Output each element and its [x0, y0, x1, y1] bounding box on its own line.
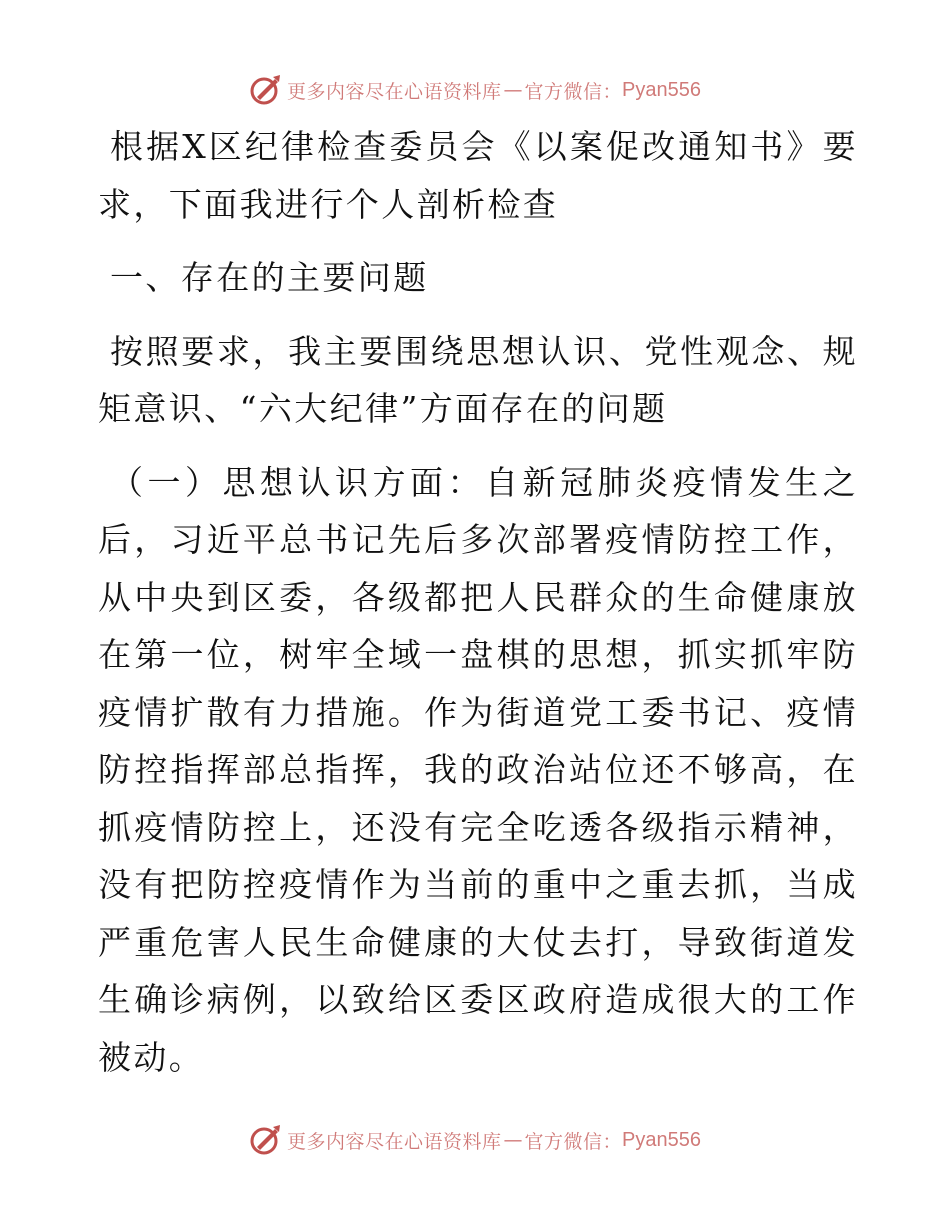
document-body [98, 118, 858, 1102]
watermark-footer [0, 1120, 950, 1160]
watermark-account-id: Pyan556 [622, 78, 701, 101]
watermark-account-label: 官方微信： [524, 1130, 623, 1153]
watermark-text: 更多内容尽在心语资料库 [287, 80, 502, 103]
watermark-text: 更多内容尽在心语资料库 [287, 1130, 502, 1153]
watermark-account-id: Pyan556 [622, 1128, 701, 1151]
intro-paragraph: 根据X区纪律检查委员会《以案促改通知书》要求，下面我进行个人剖析检查 [98, 127, 858, 224]
red-quill-logo-icon [249, 73, 283, 107]
section-heading: 一、存在的主要问题 [110, 258, 429, 297]
red-quill-logo-icon [249, 1123, 283, 1157]
watermark-account-label: 官方微信： [524, 80, 623, 103]
requirements-paragraph: 按照要求，我主要围绕思想认识、党性观念、规矩意识、“六大纪律”方面存在的问题 [98, 331, 858, 428]
thinking-section-paragraph: （一）思想认识方面：自新冠肺炎疫情发生之后，习近平总书记先后多次部署疫情防控工作，从中央到区委，各级都把人民群众的生命健康放在第一位，树牢全域一盘棋的思想，抓实抓牢防疫情扩散有力措施。作为街道党工委书记、疫情防控指挥部总指挥，我的政治站位还不够高，在抓疫情防控上，还没有完全吃透各级指示精神，没有把防控疫情作为当前的重中之重去抓，当成严重危害人民生命健康的大仗去打，导致街道发生确诊病例，以致给区委区政府造成很大的工作被动。 [98, 462, 858, 1077]
watermark-dash: — [503, 1129, 523, 1151]
watermark-header [0, 70, 950, 110]
watermark-dash: — [503, 79, 523, 101]
